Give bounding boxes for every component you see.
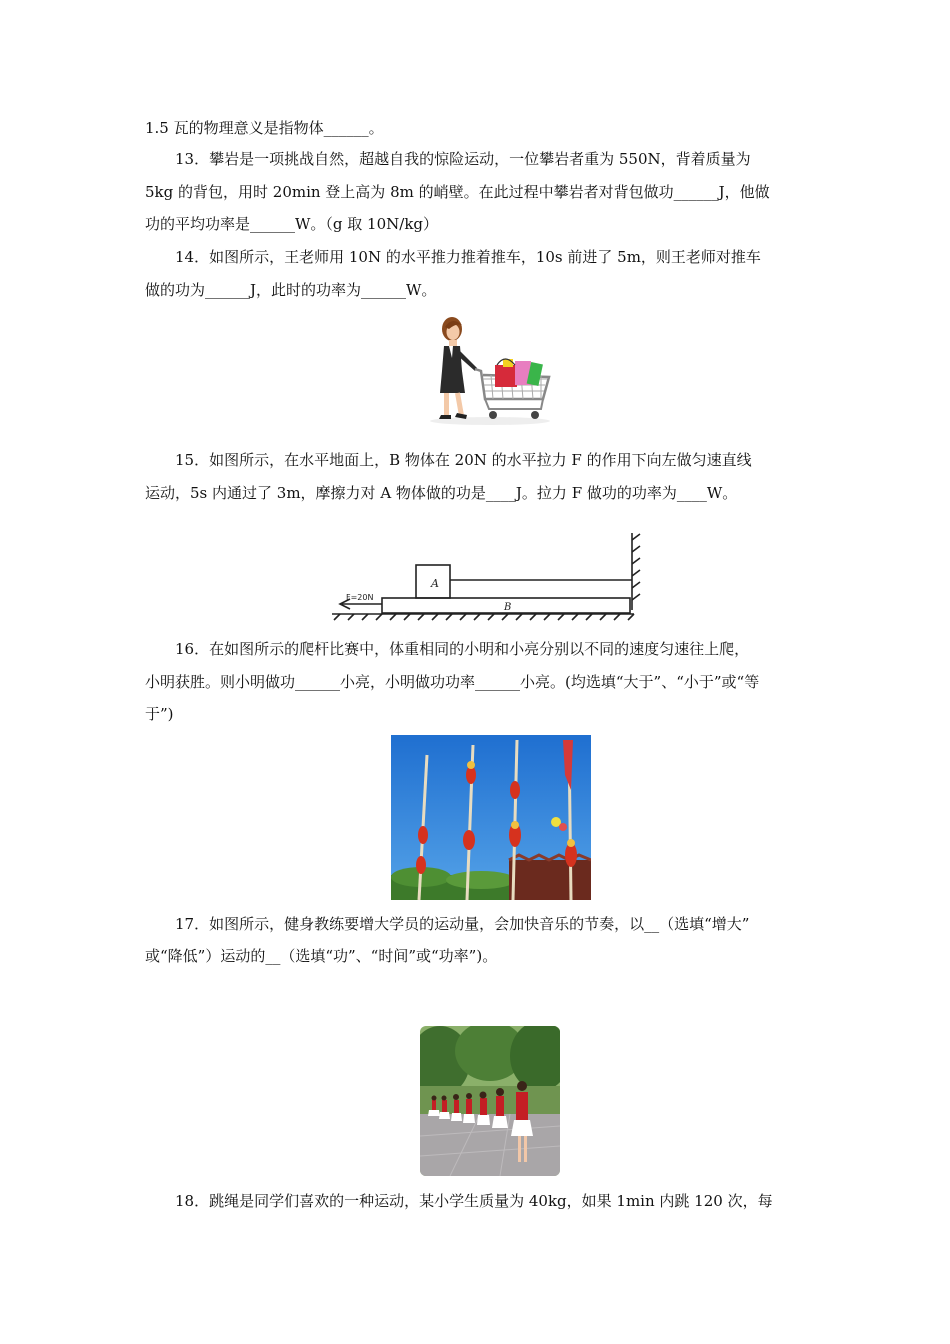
question-18-line-1: 18．跳绳是同学们喜欢的一种运动，某小学生质量为 40kg，如果 1min 内跳 120 次，每 bbox=[175, 1192, 773, 1210]
teacher-cart-illustration bbox=[425, 313, 555, 428]
question-17-line-2: 或“降低”）运动的__（选填“功”、“时间”或“功率”)。 bbox=[145, 947, 498, 965]
label-a: A bbox=[431, 577, 439, 590]
text-line: 1.5 瓦的物理意义是指物体______。 bbox=[145, 119, 384, 137]
question-13-line-1: 13．攀岩是一项挑战自然，超越自我的惊险运动，一位攀岩者重为 550N，背着质量为 bbox=[175, 150, 751, 168]
question-16-line-3: 于”) bbox=[145, 705, 174, 723]
question-13-line-3: 功的平均功率是______W。（g 取 10N/kg） bbox=[145, 215, 439, 233]
question-14-line-1: 14．如图所示，王老师用 10N 的水平推力推着推车，10s 前进了 5m，则王老师对推车 bbox=[175, 248, 761, 266]
block-diagram bbox=[328, 528, 648, 623]
question-16-line-1: 16．在如图所示的爬杆比赛中，体重相同的小明和小亮分别以不同的速度匀速往上爬， bbox=[175, 640, 750, 658]
label-force: F=20N bbox=[346, 593, 374, 602]
label-b: B bbox=[504, 602, 512, 613]
question-16-line-2: 小明获胜。则小明做功______小亮，小明做功功率______小亮。(均选填“大于”、“小于”或“等 bbox=[145, 673, 760, 691]
question-15-line-2: 运动，5s 内通过了 3m，摩擦力对 A 物体做的功是____J。拉力 F 做功的功率为____W。 bbox=[145, 484, 738, 502]
pole-climbing-photo bbox=[391, 735, 591, 900]
question-13-line-2: 5kg 的背包，用时 20min 登上高为 8m 的峭壁。在此过程中攀岩者对背包做功______J，他做 bbox=[145, 183, 770, 201]
question-15-line-1: 15．如图所示，在水平地面上，B 物体在 20N 的水平拉力 F 的作用下向左做匀速直线 bbox=[175, 451, 752, 469]
question-14-line-2: 做的功为______J，此时的功率为______W。 bbox=[145, 281, 437, 299]
fitness-dance-photo bbox=[420, 1026, 560, 1176]
question-17-line-1: 17．如图所示，健身教练要增大学员的运动量，会加快音乐的节奏，以__（选填“增大” bbox=[175, 915, 750, 933]
